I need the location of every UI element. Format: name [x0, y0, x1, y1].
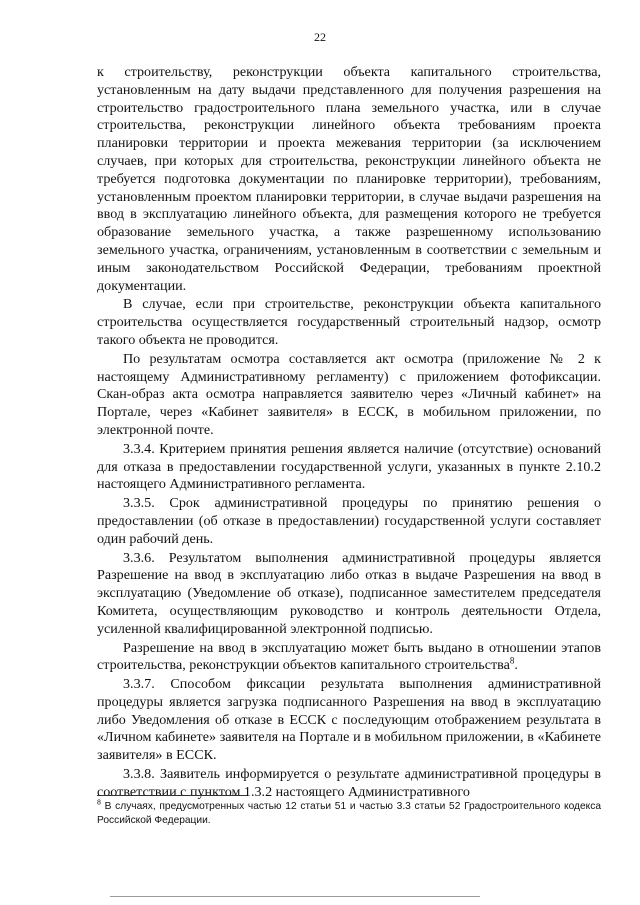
footnote [97, 800, 601, 828]
paragraph: 3.3.6. Результатом выполнения административной процедуры является Разрешение на ввод в эксплуатацию либо отказ в выдаче Разрешения на ввод в эксплуатацию (Уведомление об отказе), подписанное заместителем председателя Комитета, осуществляющим руководство и контроль деятельности Отдела, усиленной квалифицированной электронной подписью. [97, 549, 601, 637]
paragraph: 3.3.5. Срок административной процедуры по принятию решения о предоставлении (об отказе в предоставлении) государственной услуги составляет один рабочий день. [97, 495, 601, 547]
paragraph: По результатам осмотра составляется акт осмотра (приложение № 2 к настоящему Административному регламенту) с приложением фотофиксации. Скан-образ акта осмотра направляется заявителю через «Личный кабинет» на Портале, через «Кабинет заявителя» в ЕССК, в мобильном приложении, по электронной почте. [97, 350, 601, 438]
paragraph: 3.3.8. Заявитель информируется о результате административной процедуры в соответствии с пунктом 1.3.2 настоящего Административного [97, 766, 601, 800]
paragraph: к строительству, реконструкции объекта капитального строительства, установленным на дату выдачи представленного для получения разрешения на строительство градостроительного плана земельного участка, или в случае строительства, реконструкции линейного объекта требованиям проекта планировки территории и проекта межевания территории (за исключением случаев, при которых для строительства, реконструкции линейного объекта не требуется подготовка документации по планировке территории), требованиям, установленным проектом планировки территории, в случае выдачи разрешения на ввод в эксплуатацию линейного объекта, для размещения которого не требуется образование земельного участка, а также разрешенному использованию земельного участка, ограничениям, установленным в соответствии с земельным и иным законодательством Российской Федерации, требованиям проектной документации. [97, 64, 601, 294]
paragraph: В случае, если при строительстве, реконструкции объекта капитального строительства осуществляется государственный строительный надзор, осмотр такого объекта не проводится. [97, 296, 601, 348]
scan-edge-line [110, 896, 480, 897]
paragraph: 3.3.4. Критерием принятия решения является наличие (отсутствие) оснований для отказа в предоставлении государственной услуги, указанных в пункте 2.10.2 настоящего Административного регламента. [97, 440, 601, 493]
paragraph: 3.3.7. Способом фиксации результата выполнения административной процедуры является загрузка подписанного Разрешения на ввод в эксплуатацию либо Уведомления об отказе в ЕССК с последующим отображением результата в «Личном кабинете» заявителя на Портале и в мобильном приложении, в «Кабинете заявителя» в ЕССК. [97, 676, 601, 764]
footnote-reference: 8 [509, 655, 515, 666]
body-text [97, 64, 601, 802]
footnote-text: В случаях, предусмотренных частью 12 статьи 51 и частью 3.3 статьи 52 Градостроительного кодекса Российской Федерации. [97, 801, 601, 826]
footnote-separator [97, 795, 247, 796]
footnote-marker: 8 [97, 799, 101, 807]
page-number: 22 [314, 30, 326, 44]
paragraph-text: Разрешение на ввод в эксплуатацию может быть выдано в отношении этапов строительства, реконструкции объектов капитального строительства [97, 639, 601, 674]
paragraph-with-footnote: Разрешение на ввод в эксплуатацию может быть выдано в отношении этапов строительства, реконструкции объектов капитального строительства$^8$. [97, 639, 601, 674]
